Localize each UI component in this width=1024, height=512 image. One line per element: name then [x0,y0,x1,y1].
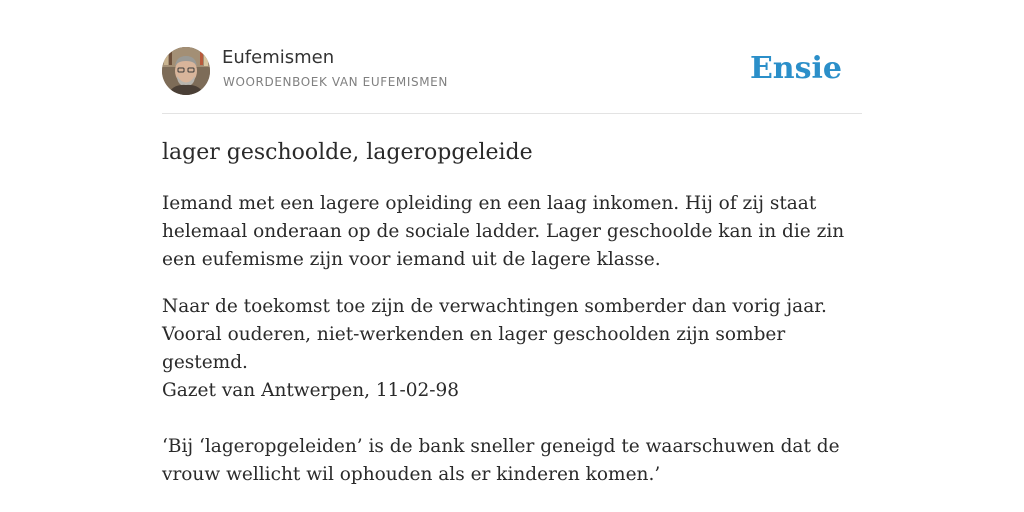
source-name[interactable]: Eufemismen [222,47,335,68]
entry-definition: Iemand met een lagere opleiding en een laag inkomen. Hij of zij staat helemaal onderaan op de sociale ladder. Lager geschoolde kan in die zin een eufemisme zijn voor iemand uit de lagere klasse. [162,193,845,270]
source-header [162,46,862,96]
source-subtitle: WOORDENBOEK VAN EUFEMISMEN [223,75,448,89]
entry-card [162,0,862,512]
ensie-logo-link[interactable]: Ensie [749,51,842,86]
example-quote: Naar de toekomst toe zijn de verwachtingen somberder dan vorig jaar. Vooral ouderen, niet-werkenden en lager geschoolden zijn somber gestemd. [162,296,827,373]
author-portrait-icon [162,47,210,95]
second-quote: ‘Bij ‘lageropgeleiden’ is de bank sneller geneigd te waarschuwen dat de vrouw wellicht wil ophouden als er kinderen komen.’ [162,436,840,485]
header-divider [162,113,862,114]
author-avatar[interactable] [162,47,210,95]
entry-term-title: lager geschoolde, lageropgeleide [162,140,533,165]
example-source: Gazet van Antwerpen, 11-02-98 [162,380,460,401]
